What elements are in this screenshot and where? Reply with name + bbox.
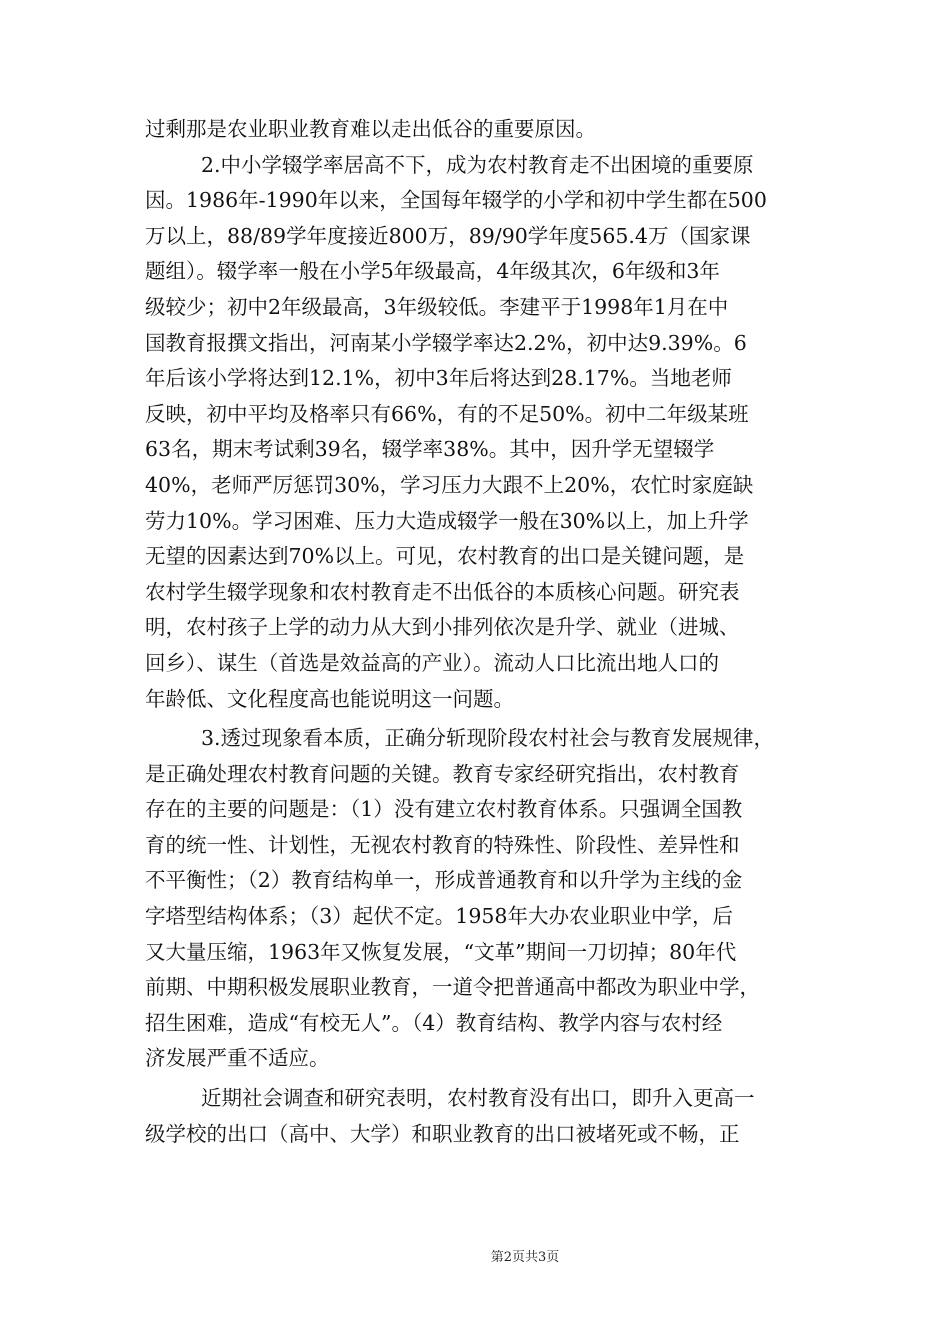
text-line: 年后该小学将达到12.1%，初中3年后将达到28.17%。当地老师 — [145, 366, 732, 391]
text-line: 年龄低、文化程度高也能说明这一问题。 — [145, 686, 514, 711]
text-line: 农村学生辍学现象和农村教育走不出低谷的本质核心问题。研究表 — [145, 579, 740, 604]
text-line: 育的统一性、计划性，无视农村教育的特殊性、阶段性、差异性和 — [145, 832, 740, 857]
text-line: 劳力10%。学习困难、压力大造成辍学一般在30%以上，加上升学 — [145, 508, 749, 533]
text-line: 是正确处理农村教育问题的关键。教育专家经研究指出，农村教育 — [145, 761, 740, 786]
text-line: 回乡）、谋生（首选是效益高的产业）。流动人口比流出地人口的 — [145, 650, 719, 675]
text-line: 存在的主要的问题是：（1）没有建立农村教育体系。只强调全国教 — [145, 797, 743, 822]
paragraph-4-start: 近期社会调查和研究表明，农村教育没有出口，即升入更高一 — [201, 1086, 755, 1111]
text-line: 无望的因素达到70%以上。可见，农村教育的出口是关键问题，是 — [145, 544, 745, 569]
text-line: 40%，老师严厉惩罚30%，学习压力大跟不上20%，农忙时家庭缺 — [145, 472, 754, 497]
text-line: 招生困难，造成“有校无人”。（4）教育结构、教学内容与农村经 — [145, 1010, 723, 1035]
text-line: 过剩那是农业职业教育难以走出低谷的重要原因。 — [145, 117, 596, 141]
paragraph-3-start: 3.透过现象看本质，正确分斩现阶段农村社会与教育发展规律， — [201, 726, 775, 751]
paragraph-2-start: 2.中小学辍学率居高不下，成为农村教育走不出困境的重要原 — [201, 152, 754, 177]
text-line: 因。1986年-1990年以来，全国每年辍学的小学和初中学生都在500 — [145, 188, 767, 213]
text-line: 63名，期末考试剩39名，辍学率38%。其中，因升学无望辍学 — [145, 437, 715, 462]
text-line: 字塔型结构体系；（3）起伏不定。1958年大办农业职业中学，后 — [145, 904, 733, 929]
text-line: 题组）。辍学率一般在小学5年级最高，4年级其次，6年级和3年 — [145, 259, 720, 284]
text-line: 前期、中期积极发展职业教育，一道令把普通高中都改为职业中学， — [145, 975, 760, 1000]
text-line: 不平衡性；（2）教育结构单一，形成普通教育和以升学为主线的金 — [145, 868, 743, 893]
text-line: 明，农村孩子上学的动力从大到小排列依次是升学、就业（进城、 — [145, 615, 740, 640]
text-line: 国教育报撰文指出，河南某小学辍学率达2.2%，初中达9.39%。6 — [145, 330, 747, 355]
document-body — [145, 112, 810, 1152]
text-line: 济发展严重不适应。 — [145, 1046, 330, 1071]
text-line: 反映，初中平均及格率只有66%，有的不足50%。初中二年级某班 — [145, 401, 749, 426]
text-line: 级学校的出口（高中、大学）和职业教育的出口被堵死或不畅，正 — [145, 1121, 740, 1146]
page-number: 第2页共3页 — [490, 1250, 560, 1265]
text-line: 又大量压缩，1963年又恢复发展，“文革”期间一刀切掉；80年代 — [145, 939, 737, 964]
text-line: 万以上，88/89学年度接近800万，89/90学年度565.4万（国家课 — [145, 223, 751, 248]
text-line: 级较少；初中2年级最高，3年级较低。李建平于1998年1月在中 — [145, 294, 729, 319]
